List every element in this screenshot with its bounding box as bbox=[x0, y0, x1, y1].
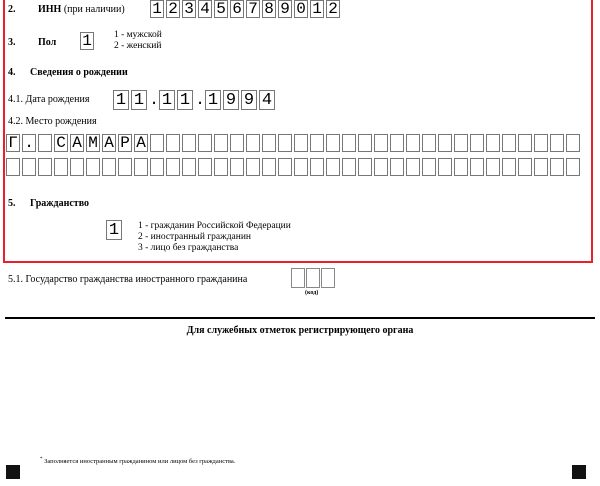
inn-label: ИНН bbox=[38, 4, 62, 15]
gender-field[interactable] bbox=[80, 32, 96, 50]
place-cell[interactable] bbox=[86, 158, 100, 176]
place-cell[interactable] bbox=[214, 158, 228, 176]
code-cell-1[interactable] bbox=[291, 268, 305, 288]
date-day-cell-1[interactable]: 1 bbox=[113, 90, 129, 110]
birth-place-row-1[interactable] bbox=[6, 134, 582, 152]
place-cell[interactable] bbox=[550, 158, 564, 176]
place-cell[interactable] bbox=[518, 134, 532, 152]
place-cell[interactable] bbox=[374, 134, 388, 152]
inn-digit-cell[interactable]: 4 bbox=[198, 0, 212, 18]
date-day-cell-2[interactable]: 1 bbox=[131, 90, 147, 110]
date-month-cell-2[interactable]: 1 bbox=[177, 90, 193, 110]
place-cell[interactable]: А bbox=[134, 134, 148, 152]
footnote-mark: * bbox=[40, 457, 43, 462]
place-cell[interactable] bbox=[150, 158, 164, 176]
citizenship-option-2: 2 - иностранный гражданин bbox=[138, 232, 252, 242]
code-cell-3[interactable] bbox=[321, 268, 335, 288]
inn-field[interactable] bbox=[150, 0, 342, 18]
gender-number: 3. bbox=[8, 37, 16, 48]
place-cell[interactable] bbox=[486, 158, 500, 176]
inn-digit-cell[interactable]: 2 bbox=[166, 0, 180, 18]
inn-digit-cell[interactable]: 8 bbox=[262, 0, 276, 18]
place-cell[interactable] bbox=[438, 158, 452, 176]
inn-digit-cell[interactable]: 6 bbox=[230, 0, 244, 18]
inn-number: 2. bbox=[8, 4, 16, 15]
place-cell[interactable] bbox=[358, 134, 372, 152]
place-cell[interactable] bbox=[406, 158, 420, 176]
gender-label: Пол bbox=[38, 37, 57, 48]
code-caption: (код) bbox=[305, 290, 319, 296]
place-cell[interactable] bbox=[502, 158, 516, 176]
birth-date-label: 4.1. Дата рождения bbox=[8, 94, 90, 105]
gender-options bbox=[114, 30, 162, 52]
place-cell[interactable] bbox=[502, 134, 516, 152]
date-sep-1: . bbox=[149, 91, 159, 109]
place-cell[interactable] bbox=[246, 158, 260, 176]
inn-digit-cell[interactable]: 0 bbox=[294, 0, 308, 18]
place-cell[interactable] bbox=[182, 134, 196, 152]
place-cell[interactable] bbox=[198, 158, 212, 176]
place-cell[interactable] bbox=[390, 134, 404, 152]
place-cell[interactable] bbox=[22, 158, 36, 176]
date-year-cell-2[interactable]: 9 bbox=[223, 90, 239, 110]
place-cell[interactable] bbox=[470, 158, 484, 176]
place-cell[interactable]: Г bbox=[6, 134, 20, 152]
citizenship-options bbox=[138, 221, 291, 254]
inn-digit-cell[interactable]: 5 bbox=[214, 0, 228, 18]
place-cell[interactable] bbox=[566, 134, 580, 152]
citizenship-option-1: 1 - гражданин Российской Федерации bbox=[138, 221, 291, 231]
place-cell[interactable] bbox=[102, 158, 116, 176]
place-cell[interactable] bbox=[326, 134, 340, 152]
place-cell[interactable]: А bbox=[70, 134, 84, 152]
place-cell[interactable] bbox=[230, 158, 244, 176]
place-cell[interactable]: Р bbox=[118, 134, 132, 152]
place-cell[interactable] bbox=[134, 158, 148, 176]
place-cell[interactable] bbox=[38, 134, 52, 152]
place-cell[interactable] bbox=[470, 134, 484, 152]
service-title: Для служебных отметок регистрирующего органа bbox=[186, 325, 414, 336]
place-cell[interactable] bbox=[342, 134, 356, 152]
place-cell[interactable] bbox=[278, 134, 292, 152]
corner-marker-left bbox=[6, 465, 20, 479]
birth-place-row-2[interactable] bbox=[6, 158, 582, 176]
date-year-cell-4[interactable]: 4 bbox=[259, 90, 275, 110]
place-cell[interactable] bbox=[294, 134, 308, 152]
place-cell[interactable] bbox=[390, 158, 404, 176]
place-cell[interactable] bbox=[246, 134, 260, 152]
footnote-text: Заполняется иностранным гражданином или лицом без гражданства. bbox=[44, 458, 236, 466]
place-cell[interactable] bbox=[38, 158, 52, 176]
inn-label-wrap bbox=[38, 4, 125, 15]
birth-number: 4. bbox=[8, 67, 16, 78]
footnote bbox=[40, 457, 235, 465]
place-cell[interactable] bbox=[70, 158, 84, 176]
place-cell[interactable] bbox=[230, 134, 244, 152]
place-cell[interactable] bbox=[166, 134, 180, 152]
place-cell[interactable]: А bbox=[102, 134, 116, 152]
citizenship-field[interactable] bbox=[106, 220, 124, 240]
citizenship-cell[interactable]: 1 bbox=[106, 220, 122, 240]
corner-marker-right bbox=[572, 465, 586, 479]
place-cell[interactable] bbox=[262, 134, 276, 152]
place-cell[interactable] bbox=[54, 158, 68, 176]
place-cell[interactable] bbox=[182, 158, 196, 176]
place-cell[interactable] bbox=[518, 158, 532, 176]
citizenship-label: Гражданство bbox=[30, 198, 90, 209]
place-cell[interactable] bbox=[278, 158, 292, 176]
date-month-cell-1[interactable]: 1 bbox=[159, 90, 175, 110]
place-cell[interactable] bbox=[118, 158, 132, 176]
place-cell[interactable] bbox=[550, 134, 564, 152]
gender-option-1: 1 - мужской bbox=[114, 30, 162, 40]
inn-digit-cell[interactable]: 1 bbox=[150, 0, 164, 18]
citizenship-option-3: 3 - лицо без гражданства bbox=[138, 243, 239, 253]
place-cell[interactable] bbox=[486, 134, 500, 152]
place-cell[interactable] bbox=[310, 158, 324, 176]
place-cell[interactable] bbox=[342, 158, 356, 176]
foreign-state-label: 5.1. Государство гражданства иностранного гражданина bbox=[8, 274, 248, 285]
place-cell[interactable] bbox=[6, 158, 20, 176]
place-cell[interactable] bbox=[454, 158, 468, 176]
date-year-cell-1[interactable]: 1 bbox=[205, 90, 221, 110]
place-cell[interactable] bbox=[310, 134, 324, 152]
place-cell[interactable] bbox=[422, 158, 436, 176]
place-cell[interactable] bbox=[534, 158, 548, 176]
birth-date-field[interactable] bbox=[113, 90, 277, 110]
place-cell[interactable] bbox=[214, 134, 228, 152]
place-cell[interactable] bbox=[166, 158, 180, 176]
foreign-code-field[interactable] bbox=[291, 268, 336, 288]
birth-place-label: 4.2. Место рождения bbox=[8, 116, 97, 127]
place-cell[interactable] bbox=[534, 134, 548, 152]
date-year-cell-3[interactable]: 9 bbox=[241, 90, 257, 110]
date-sep-2: . bbox=[195, 91, 205, 109]
gender-cell[interactable]: 1 bbox=[80, 32, 94, 50]
place-cell[interactable] bbox=[454, 134, 468, 152]
place-cell[interactable] bbox=[326, 158, 340, 176]
place-cell[interactable] bbox=[374, 158, 388, 176]
birth-label: Сведения о рождении bbox=[30, 67, 128, 78]
citizenship-number: 5. bbox=[8, 198, 16, 209]
gender-option-2: 2 - женский bbox=[114, 41, 162, 51]
inn-note: (при наличии) bbox=[63, 4, 125, 15]
inn-digit-cell[interactable]: 3 bbox=[182, 0, 196, 18]
place-cell[interactable]: М bbox=[86, 134, 100, 152]
place-cell[interactable] bbox=[198, 134, 212, 152]
place-cell[interactable] bbox=[406, 134, 420, 152]
inn-digit-cell[interactable]: 9 bbox=[278, 0, 292, 18]
section-divider bbox=[5, 317, 595, 319]
place-cell[interactable]: С bbox=[54, 134, 68, 152]
place-cell[interactable] bbox=[262, 158, 276, 176]
place-cell[interactable] bbox=[150, 134, 164, 152]
place-cell[interactable] bbox=[422, 134, 436, 152]
inn-digit-cell[interactable]: 1 bbox=[310, 0, 324, 18]
inn-digit-cell[interactable]: 7 bbox=[246, 0, 260, 18]
code-cell-2[interactable] bbox=[306, 268, 320, 288]
place-cell[interactable] bbox=[438, 134, 452, 152]
place-cell[interactable]: . bbox=[22, 134, 36, 152]
place-cell[interactable] bbox=[358, 158, 372, 176]
inn-digit-cell[interactable]: 2 bbox=[326, 0, 340, 18]
place-cell[interactable] bbox=[294, 158, 308, 176]
place-cell[interactable] bbox=[566, 158, 580, 176]
